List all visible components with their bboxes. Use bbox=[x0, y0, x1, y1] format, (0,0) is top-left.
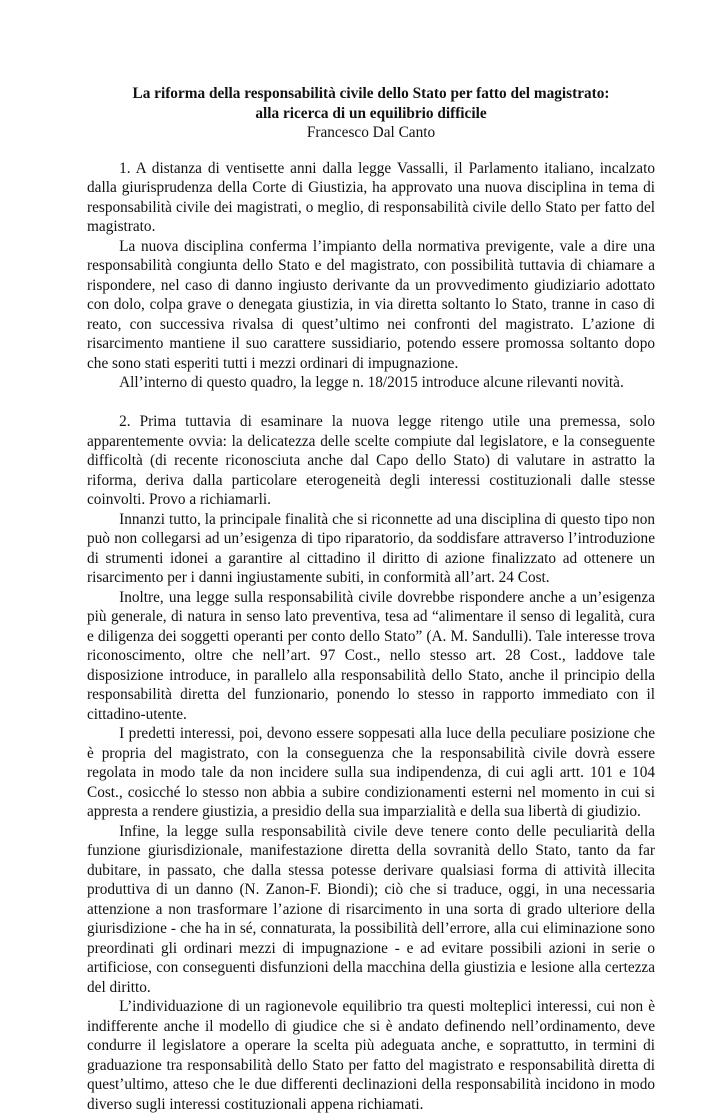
document-title-line-1: La riforma della responsabilità civile dello Stato per fatto del magistrato: bbox=[132, 85, 610, 102]
paragraph: Infine, la legge sulla responsabilità civile deve tenere conto delle peculiarità della funzione giurisdizionale, manifestazione diretta della sovranità dello Stato, tanto da far dubitare, in passato, che dalla stessa potesse derivare qualsiasi forma di attività illecita produttiva di un danno (N. Zanon-F. Biondi); ciò che si traduce, oggi, in una necessaria attenzione a non trasformare l’azione di risarcimento in una sorta di grado ulteriore della giurisdizione - che ha in sé, connaturata, la possibilità dell’errore, alla cui eliminazione sono preordinati gli ordinari mezzi di impugnazione - e ad evitare possibili azioni in serie o artificiose, con conseguenti disfunzioni della macchina della giustizia e lesione alla certezza del diritto. bbox=[87, 822, 655, 996]
paragraph-section-1: 1. A distanza di ventisette anni dalla legge Vassalli, il Parlamento italiano, incalzato dalla giurisprudenza della Corte di Giustizia, ha approvato una nuova disciplina in tema di responsabilità civile dei magistrati, o meglio, di responsabilità civile dello Stato per fatto del magistrato. bbox=[87, 159, 655, 235]
document-author: Francesco Dal Canto bbox=[306, 124, 436, 141]
paragraph: All’interno di questo quadro, la legge n. 18/2015 introduce alcune rilevanti novità. bbox=[119, 374, 624, 391]
paragraph: I predetti interessi, poi, devono essere soppesati alla luce della peculiare posizione che è propria del magistrato, con la conseguenza che la responsabilità civile dovrà essere regolata in modo tale da non incidere sulla sua indipendenza, di cui agli artt. 101 e 104 Cost., cosicché lo stesso non abbia a subire condizionamenti esterni nel momento in cui si appresta a rendere giustizia, a presidio della sua imparzialità e della sua libertà di giudizio. bbox=[87, 725, 655, 820]
paragraph: La nuova disciplina conferma l’impianto della normativa previgente, vale a dire una responsabilità congiunta dello Stato e del magistrato, con possibilità tuttavia di chiamare a rispondere, nel caso di danno ingiusto derivante da un provvedimento giudiziario adottato con dolo, colpa grave o denegata giustizia, in via diretta soltanto lo Stato, tranne in caso di reato, con successiva rivalsa di quest’ultimo nei confronti del magistrato. L’azione di risarcimento mantiene il suo carattere sussidiario, potendo essere promossa soltanto dopo che sono stati esperiti tutti i mezzi ordinari di impugnazione. bbox=[87, 237, 655, 372]
paragraph: Inoltre, una legge sulla responsabilità civile dovrebbe rispondere anche a un’esigenza più generale, di natura in senso lato preventiva, tesa ad “alimentare il senso di legalità, cura e diligenza dei soggetti operanti per conto dello Stato” (A. M. Sandulli). Tale interesse trova riconoscimento, oltre che nell’art. 97 Cost., nello stesso art. 28 Cost., laddove tale disposizione introduce, in parallelo alla responsabilità dello Stato, anche il principio della responsabilità diretta del funzionario, ponendo lo stesso in rapporto immediato con il cittadino-utente. bbox=[87, 588, 655, 723]
document-title-line-2: alla ricerca di un equilibrio difficile bbox=[255, 104, 487, 122]
section-gap bbox=[87, 393, 655, 413]
paragraph-section-2: 2. Prima tuttavia di esaminare la nuova legge ritengo utile una premessa, solo apparentemente ovvia: la delicatezza delle scelte compiute dal legislatore, e la conseguente difficoltà (di recente riconosciuta anche dal Capo dello Stato) di valutare in astratto la riforma, deriva dalla particolare eterogeneità degli interessi costituzionali dalle stesse coinvolti. Provo a richiamarli. bbox=[87, 413, 655, 508]
paragraph: Innanzi tutto, la principale finalità che si riconnette ad una disciplina di questo tipo non può non collegarsi ad un’esigenza di tipo riparatorio, da soddisfare attraverso l’introduzione di strumenti idonei a garantire al cittadino il diritto di azione finalizzato ad ottenere un risarcimento per i danni ingiustamente subiti, in conformità all’art. 24 Cost. bbox=[87, 510, 655, 586]
paragraph: L’individuazione di un ragionevole equilibrio tra questi molteplici interessi, cui non è indifferente anche il modello di giudice che si è andato definendo nell’ordinamento, deve condurre il legislatore a operare la scelta più adeguata anche, e soprattutto, in termini di graduazione tra responsabilità dello Stato per fatto del magistrato e responsabilità diretta di quest’ultimo, atteso che le due differenti declinazioni della responsabilità incidono in modo diverso sugli interessi costituzionali appena richiamati. bbox=[87, 998, 655, 1113]
document-page bbox=[87, 84, 655, 1114]
